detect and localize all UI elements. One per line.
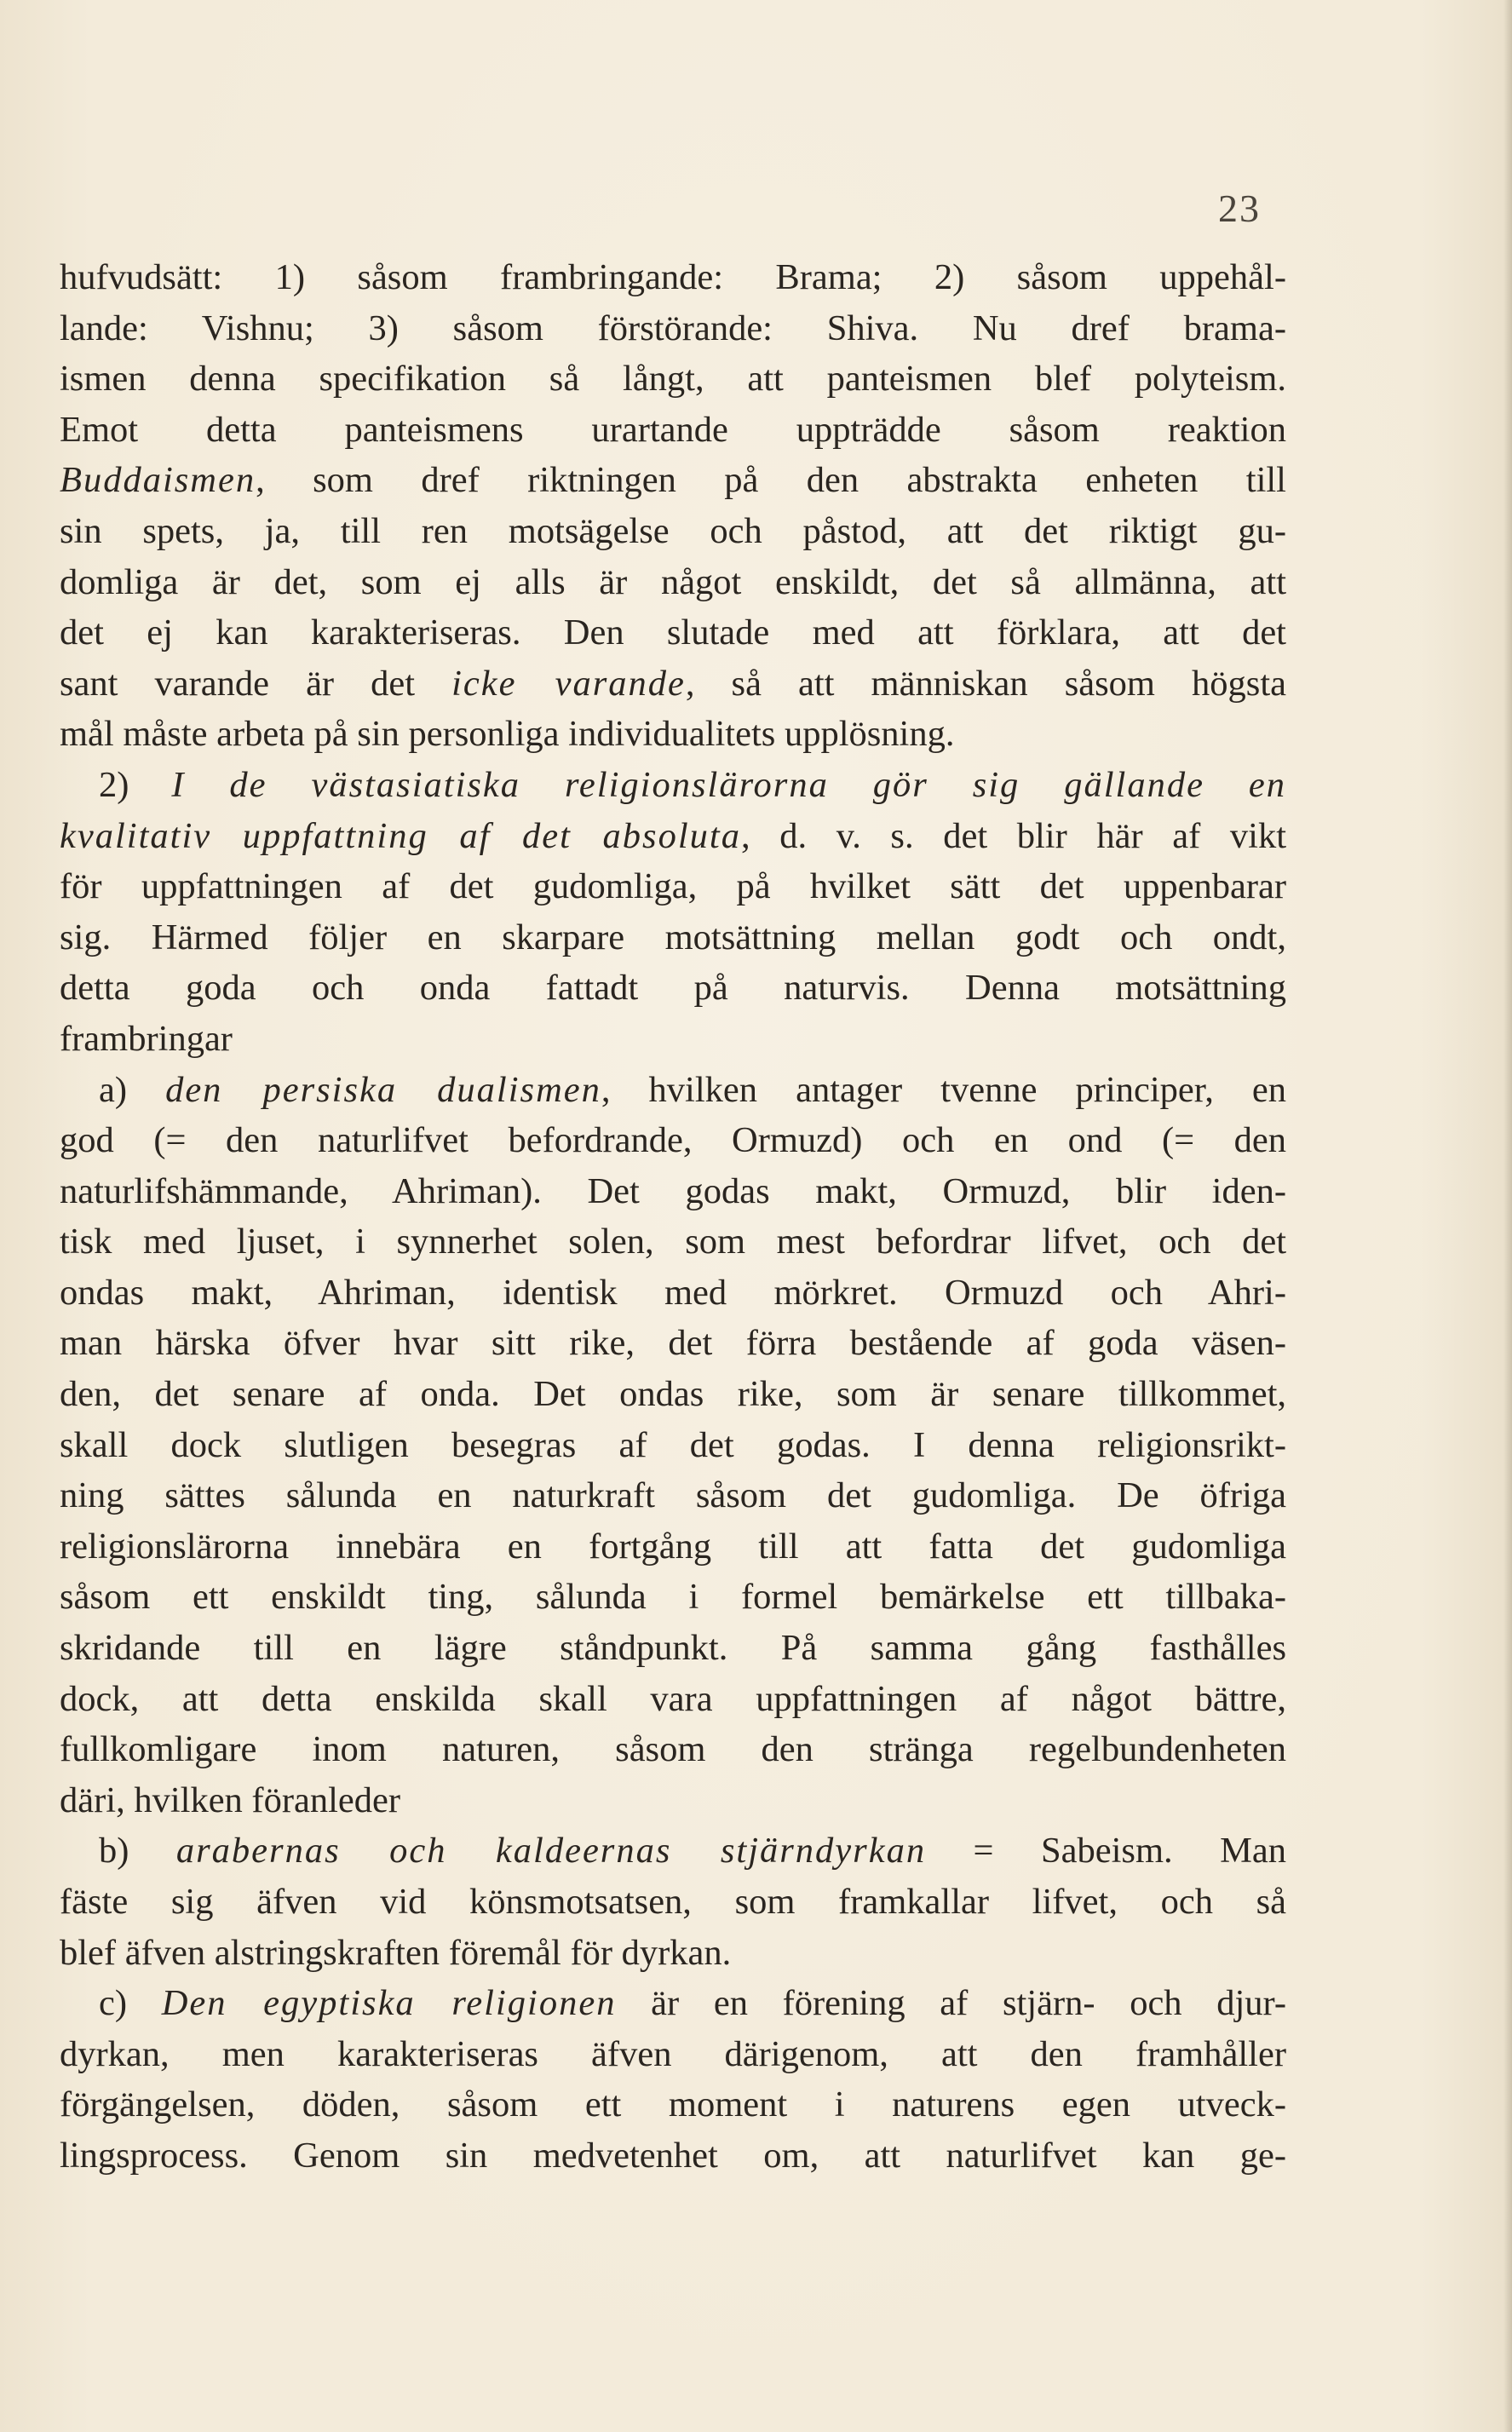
text-run: naturlifshämmande, Ahriman). Det godas makt, Ormuzd, blir iden-	[60, 1170, 1286, 1211]
italic-text: Buddaismen	[60, 460, 256, 501]
text-run: det ej kan karakteriseras. Den slutade med att förklara, att det	[60, 612, 1286, 653]
italic-text: I de västasiatiska religionslärorna gör sig gällande en	[171, 764, 1287, 805]
text-run: ismen denna specifikation så långt, att panteismen blef polyteism.	[60, 359, 1286, 400]
text-line	[60, 658, 1286, 710]
text-line	[60, 861, 1286, 912]
text-run: är en förening af stjärn- och djur-	[616, 1983, 1286, 2024]
text-run: ning sättes sålunda en naturkraft såsom det gudomliga. De öfriga	[60, 1475, 1286, 1516]
text-run: c)	[99, 1983, 162, 2024]
text-line	[60, 557, 1286, 608]
text-run: den, det senare af onda. Det ondas rike, som är senare tillkommet,	[60, 1374, 1286, 1415]
text-run: , som dref riktningen på den abstrakta enheten till	[256, 460, 1286, 501]
text-line	[60, 1268, 1286, 1319]
text-line	[60, 1674, 1286, 1725]
text-run: tisk med ljuset, i synnerhet solen, som mest befordrar lifvet, och det	[60, 1222, 1286, 1262]
text-line	[60, 709, 1286, 760]
text-line	[60, 1166, 1286, 1217]
text-run: för uppfattningen af det gudomliga, på hvilket sätt det uppenbarar	[60, 866, 1286, 907]
italic-text: den persiska dualismen	[165, 1069, 601, 1110]
text-run: däri, hvilken föranleder	[60, 1779, 401, 1820]
text-line	[60, 1420, 1286, 1471]
text-line	[60, 2029, 1286, 2080]
text-run: förgängelsen, döden, såsom ett moment i naturens egen utveck-	[60, 2084, 1286, 2125]
text-run: , d. v. s. det blir här af vikt	[740, 815, 1287, 856]
text-run: lande: Vishnu; 3) såsom förstörande: Shiva. Nu dref brama-	[60, 308, 1286, 348]
text-line	[60, 1623, 1286, 1674]
text-run: sant varande är det	[60, 663, 452, 704]
text-line	[60, 455, 1286, 506]
italic-text: arabernas och kaldeernas stjärndyrkan	[175, 1831, 927, 1871]
text-line	[60, 1978, 1286, 2029]
text-run: b)	[99, 1831, 176, 1871]
text-run: skridande till en lägre ståndpunkt. På samma gång fasthålles	[60, 1628, 1286, 1669]
text-line	[60, 1775, 1286, 1826]
italic-text: kvalitativ uppfattning af det absoluta	[60, 815, 741, 856]
text-run: dock, att detta enskilda skall vara uppfattningen af något bättre,	[60, 1678, 1286, 1719]
text-line	[60, 506, 1286, 557]
text-run: detta goda och onda fattadt på naturvis. Denna motsättning	[60, 968, 1286, 1009]
text-run: sig. Härmed följer en skarpare motsättning mellan godt och ondt,	[60, 917, 1286, 957]
text-line	[60, 1115, 1286, 1166]
text-line	[60, 1014, 1286, 1065]
page-edge-shadow	[1503, 0, 1512, 2432]
text-run: , hvilken antager tvenne principer, en	[601, 1069, 1286, 1110]
text-run: sin spets, ja, till ren motsägelse och påstod, att det riktigt gu-	[60, 510, 1286, 551]
text-run: a)	[99, 1069, 166, 1110]
text-line	[60, 303, 1286, 354]
page-number: 23	[1218, 187, 1261, 230]
text-line	[60, 405, 1286, 456]
text-run: religionslärorna innebära en fortgång till att fatta det gudomliga	[60, 1526, 1286, 1567]
text-run: blef äfven alstringskraften föremål för dyrkan.	[60, 1932, 732, 1973]
text-line	[60, 354, 1286, 405]
text-run: , så att människan såsom högsta	[685, 663, 1286, 704]
text-line	[60, 2079, 1286, 2130]
text-run: skall dock slutligen besegras af det godas. I denna religionsrikt-	[60, 1424, 1286, 1465]
text-run: såsom ett enskildt ting, sålunda i formel bemärkelse ett tillbaka-	[60, 1577, 1286, 1618]
text-line	[60, 811, 1286, 862]
text-run: ondas makt, Ahriman, identisk med mörkret. Ormuzd och Ahri-	[60, 1272, 1286, 1313]
text-run: mål måste arbeta på sin personliga individualitets upplösning.	[60, 714, 955, 755]
text-line	[60, 1521, 1286, 1572]
text-line	[60, 1825, 1286, 1877]
text-run: hufvudsätt: 1) såsom frambringande: Brama; 2) såsom uppehål-	[60, 257, 1286, 297]
text-line	[60, 1216, 1286, 1268]
body-text	[60, 252, 1286, 2182]
text-run: fullkomligare inom naturen, såsom den stränga regelbundenheten	[60, 1729, 1286, 1770]
text-run: fäste sig äfven vid könsmotsatsen, som framkallar lifvet, och så	[60, 1882, 1286, 1922]
text-line	[60, 760, 1286, 811]
text-run: man härska öfver hvar sitt rike, det förra bestående af goda väsen-	[60, 1323, 1286, 1364]
text-run: frambringar	[60, 1018, 233, 1059]
text-line	[60, 912, 1286, 963]
text-run: Emot detta panteismens urartande uppträdde såsom reaktion	[60, 409, 1286, 450]
text-run: 2)	[99, 764, 172, 805]
text-line	[60, 1928, 1286, 1979]
text-line	[60, 1470, 1286, 1521]
text-line	[60, 1065, 1286, 1116]
text-line	[60, 2130, 1286, 2182]
text-line	[60, 1318, 1286, 1369]
text-run: lingsprocess. Genom sin medvetenhet om, att naturlifvet kan ge-	[60, 2135, 1286, 2176]
text-line	[60, 963, 1286, 1014]
text-run: god (= den naturlifvet befordrande, Ormuzd) och en ond (= den	[60, 1120, 1286, 1161]
text-line	[60, 1877, 1286, 1928]
text-run: domliga är det, som ej alls är något enskildt, det så allmänna, att	[60, 561, 1286, 602]
text-line	[60, 607, 1286, 658]
text-line	[60, 1572, 1286, 1623]
text-run: dyrkan, men karakteriseras äfven därigenom, att den framhåller	[60, 2033, 1286, 2074]
text-line	[60, 1724, 1286, 1775]
text-run: = Sabeism. Man	[926, 1831, 1286, 1871]
text-line	[60, 1369, 1286, 1420]
italic-text: icke varande	[451, 663, 686, 704]
text-line	[60, 252, 1286, 303]
italic-text: Den egyptiska religionen	[161, 1983, 617, 2024]
